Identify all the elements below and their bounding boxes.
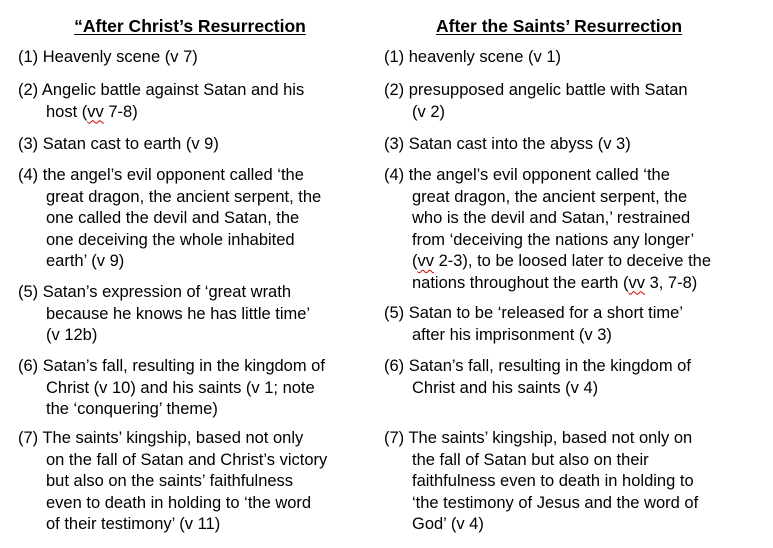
right-item-2: (2) presupposed angelic battle with Satan (v 2) [384, 81, 688, 121]
left-item-2: (2) Angelic battle against Satan and his host (vv 7-8) [18, 81, 305, 121]
left-item-6: (6) Satan’s fall, resulting in the kingdom of Christ (v 10) and his saints (v 1; note the ‘conquering’ theme) [18, 357, 325, 418]
left-item-5: (5) Satan’s expression of ‘great wrath because he knows he has little time’ (v 12b) [18, 283, 311, 344]
spellcheck-word: vv [417, 252, 434, 270]
right-item-6: (6) Satan’s fall, resulting in the kingdom of Christ and his saints (v 4) [384, 357, 691, 397]
spellcheck-word: vv [628, 273, 645, 292]
left-item-4: (4) the angel’s evil opponent called ‘the great dragon, the ancient serpent, the one called the devil and Satan, the one deceiving the whole inhabited earth’ (v 9) [18, 166, 322, 270]
right-item-7: (7) The saints’ kingship, based not only on the fall of Satan but also on their faithfulness even to death in holding to ‘the testimony of Jesus and the word of God’ (v 4) [384, 429, 699, 533]
left-item-1: (1) Heavenly scene (v 7) [18, 48, 198, 66]
left-item-7: (7) The saints’ kingship, based not only on the fall of Satan and Christ’s victory but also on the saints’ faithfulness even to death in holding to ‘the word of their testimony’ (v 11) [18, 429, 328, 533]
spellcheck-word: vv [87, 102, 104, 121]
left-item-3: (3) Satan cast to earth (v 9) [18, 135, 219, 153]
right-heading: After the Saints’ Resurrection [436, 16, 683, 36]
right-item-1: (1) heavenly scene (v 1) [384, 48, 561, 66]
left-heading: “After Christ’s Resurrection [74, 16, 306, 36]
right-item-5: (5) Satan to be ‘released for a short time’ after his imprisonment (v 3) [384, 304, 683, 344]
right-item-4: (4) the angel’s evil opponent called ‘the great dragon, the ancient serpent, the who is the devil and Satan,’ restrained from ‘deceiving the nations any longer’ (vv 2-3), to be loosed later to deceive the nations throughout the earth (vv 3, 7-8) [384, 166, 712, 292]
right-item-3: (3) Satan cast into the abyss (v 3) [384, 135, 631, 153]
